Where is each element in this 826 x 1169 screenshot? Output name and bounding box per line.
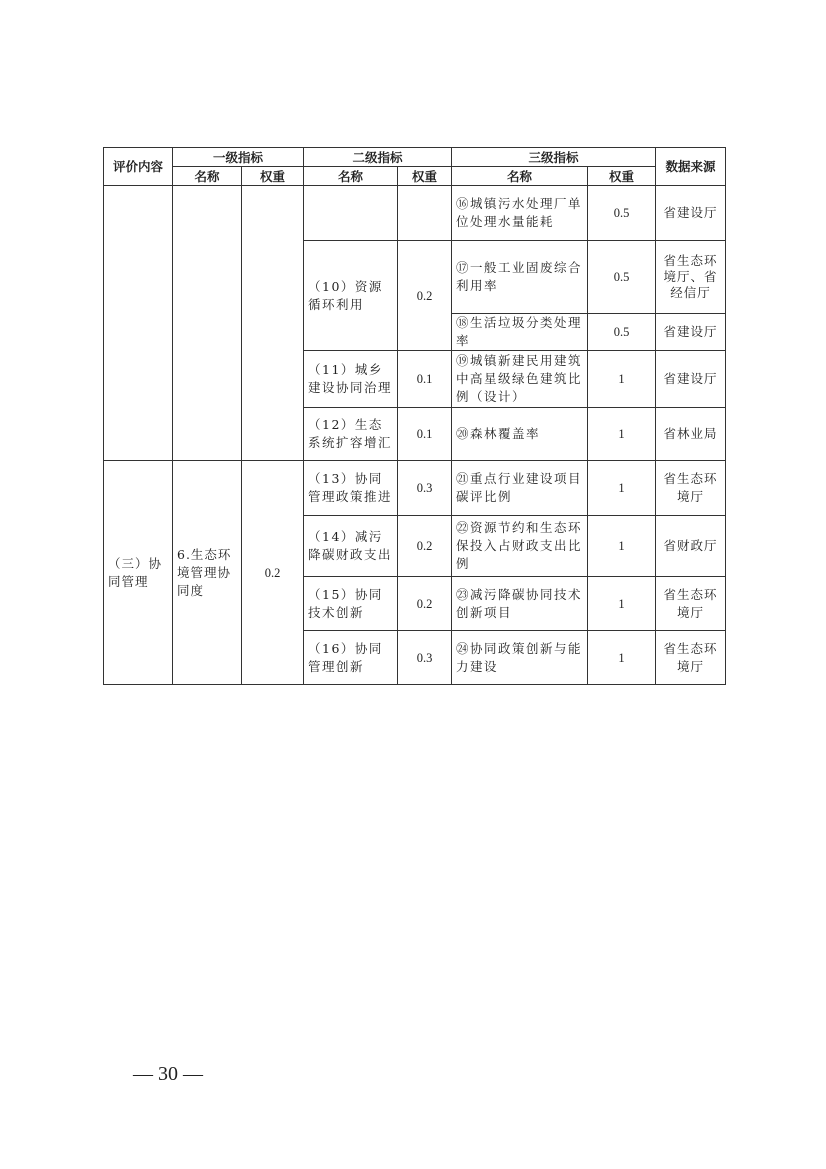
header-level3: 三级指标: [452, 148, 656, 167]
l3-name-cell: ⑱生活垃圾分类处理率: [452, 314, 588, 351]
l2-weight-cell: 0.1: [398, 351, 452, 408]
l3-name-cell: ⑯城镇污水处理厂单位处理水量能耗: [452, 186, 588, 241]
header-l1-weight: 权重: [242, 167, 304, 186]
l2-weight-cell: [398, 186, 452, 241]
l3-weight-cell: 1: [588, 351, 656, 408]
source-cell: 省生态环境厅: [656, 461, 726, 516]
l3-weight-cell: 1: [588, 577, 656, 631]
l2-weight-cell: 0.2: [398, 577, 452, 631]
l2-name-cell: （15）协同技术创新: [304, 577, 398, 631]
evaluation-index-table: [103, 147, 726, 685]
l2-weight-cell: 0.3: [398, 461, 452, 516]
l3-name-cell: ⑰一般工业固废综合利用率: [452, 241, 588, 314]
source-cell: 省生态环境厅、省经信厅: [656, 241, 726, 314]
table-row: [104, 461, 726, 516]
l3-weight-cell: 0.5: [588, 314, 656, 351]
eval-content-cell: [104, 186, 173, 461]
l2-weight-cell: 0.1: [398, 408, 452, 461]
header-level2: 二级指标: [304, 148, 452, 167]
l1-weight-cell: 0.2: [242, 461, 304, 685]
l2-name-cell: （14）减污降碳财政支出: [304, 516, 398, 577]
table-row: [104, 186, 726, 241]
l3-name-cell: ⑲城镇新建民用建筑中高星级绿色建筑比例（设计）: [452, 351, 588, 408]
source-cell: 省生态环境厅: [656, 631, 726, 685]
l3-weight-cell: 0.5: [588, 241, 656, 314]
source-cell: 省生态环境厅: [656, 577, 726, 631]
l2-name-cell: [304, 186, 398, 241]
l3-weight-cell: 1: [588, 408, 656, 461]
l3-name-cell: ㉑重点行业建设项目碳评比例: [452, 461, 588, 516]
l2-name-cell: （16）协同管理创新: [304, 631, 398, 685]
header-l2-name: 名称: [304, 167, 398, 186]
l3-weight-cell: 1: [588, 516, 656, 577]
header-source: 数据来源: [656, 148, 726, 186]
l2-weight-cell: 0.2: [398, 241, 452, 351]
l1-name-cell: 6.生态环境管理协同度: [173, 461, 242, 685]
source-cell: 省建设厅: [656, 351, 726, 408]
eval-content-cell: （三）协同管理: [104, 461, 173, 685]
header-l1-name: 名称: [173, 167, 242, 186]
l1-weight-cell: [242, 186, 304, 461]
header-l2-weight: 权重: [398, 167, 452, 186]
l2-weight-cell: 0.3: [398, 631, 452, 685]
l3-name-cell: ⑳森林覆盖率: [452, 408, 588, 461]
l3-weight-cell: 1: [588, 631, 656, 685]
l3-name-cell: ㉓减污降碳协同技术创新项目: [452, 577, 588, 631]
l3-name-cell: ㉔协同政策创新与能力建设: [452, 631, 588, 685]
source-cell: 省建设厅: [656, 186, 726, 241]
header-eval-content: 评价内容: [104, 148, 173, 186]
page-number: — 30 —: [133, 1063, 203, 1085]
l3-name-cell: ㉒资源节约和生态环保投入占财政支出比例: [452, 516, 588, 577]
l2-name-cell: （11）城乡建设协同治理: [304, 351, 398, 408]
header-l3-name: 名称: [452, 167, 588, 186]
l1-name-cell: [173, 186, 242, 461]
source-cell: 省财政厅: [656, 516, 726, 577]
source-cell: 省建设厅: [656, 314, 726, 351]
l3-weight-cell: 1: [588, 461, 656, 516]
header-level1: 一级指标: [173, 148, 304, 167]
header-l3-weight: 权重: [588, 167, 656, 186]
l2-name-cell: （10）资源循环利用: [304, 241, 398, 351]
l2-weight-cell: 0.2: [398, 516, 452, 577]
l3-weight-cell: 0.5: [588, 186, 656, 241]
source-cell: 省林业局: [656, 408, 726, 461]
l2-name-cell: （12）生态系统扩容增汇: [304, 408, 398, 461]
l2-name-cell: （13）协同管理政策推进: [304, 461, 398, 516]
